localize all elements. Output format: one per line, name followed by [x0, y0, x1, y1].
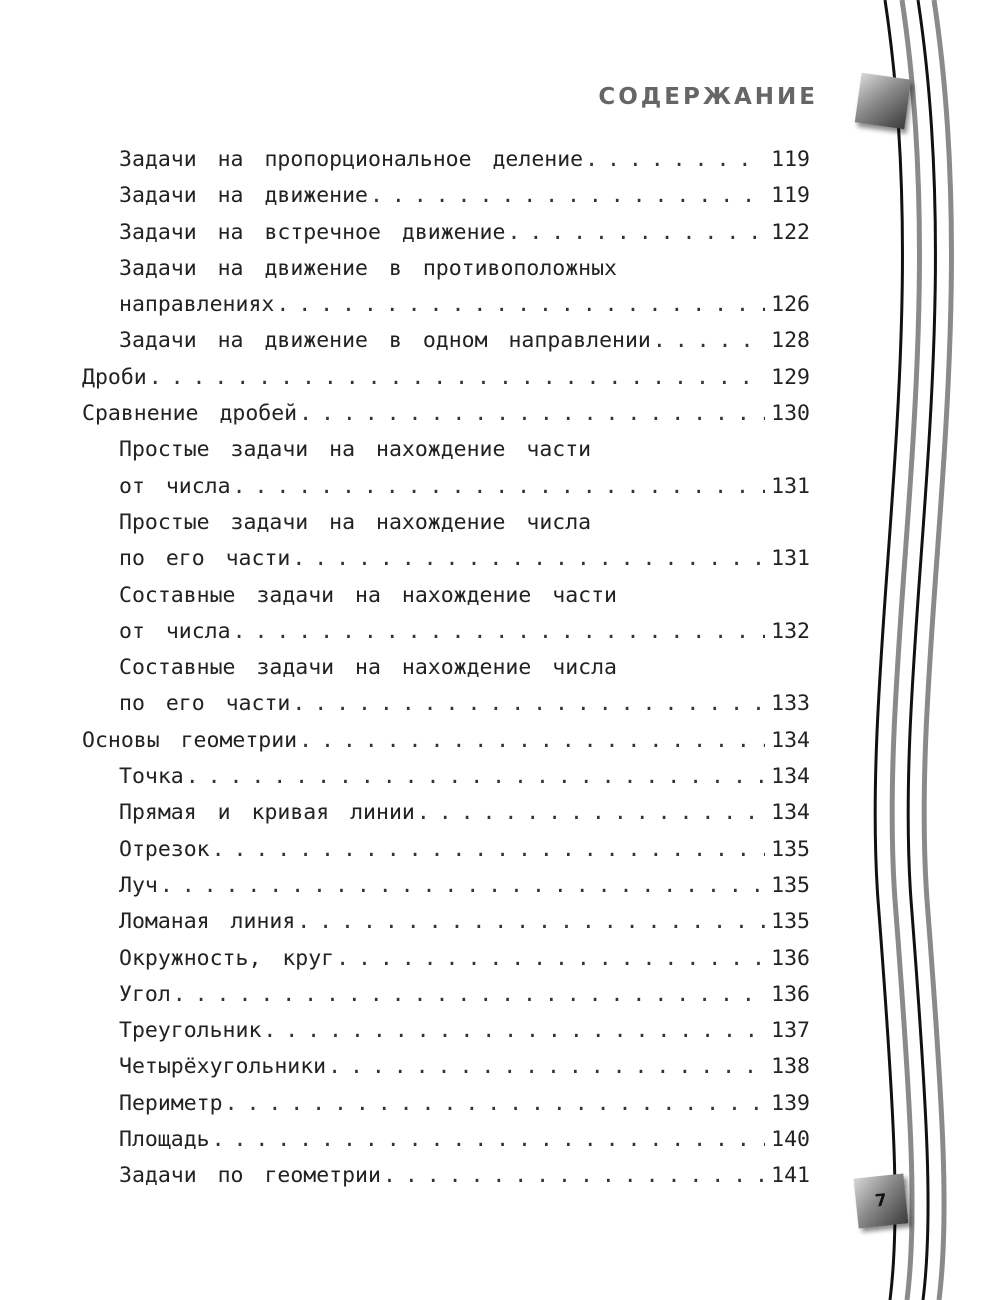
toc-entry-page: 141: [771, 1163, 810, 1189]
toc-entry-line: [82, 578, 810, 614]
toc-entry-page: 140: [771, 1127, 810, 1153]
toc-entry[interactable]: [82, 868, 810, 904]
toc-entry-title: по его части: [119, 546, 291, 572]
toc-entry-title: Задачи на пропорциональное деление: [119, 147, 584, 172]
toc-entry-title: Задачи на движение в противоположных: [119, 255, 617, 281]
toc-entry-line: [82, 505, 810, 541]
toc-entry-page: 128: [771, 328, 810, 354]
toc-entry-page: 119: [771, 147, 810, 172]
toc-entry-page: 129: [771, 364, 810, 390]
toc-entry-page: 132: [771, 618, 810, 644]
toc-entry-page: 135: [771, 836, 810, 862]
toc-entry[interactable]: [82, 1013, 810, 1049]
toc-entry[interactable]: [82, 1122, 810, 1158]
toc-entry[interactable]: [82, 723, 810, 759]
toc-entry-line: [82, 759, 810, 795]
dot-leader: [233, 469, 766, 505]
toc-entry[interactable]: [82, 142, 810, 178]
toc-entry-line: [82, 832, 810, 868]
page-number: 7: [874, 1190, 888, 1212]
toc-entry-line: [82, 432, 810, 468]
toc-entry-title: Четырёхугольники: [119, 1054, 327, 1080]
toc-entry-page: 136: [771, 981, 810, 1007]
wavy-stripe: [924, 0, 951, 1300]
toc-entry[interactable]: [82, 941, 810, 977]
dot-leader: [336, 941, 765, 977]
toc-entry[interactable]: [82, 323, 810, 359]
toc-entry-page: 130: [771, 401, 810, 427]
toc-entry-title: Задачи на движение в одном направлении: [119, 328, 651, 354]
toc-entry-title: Угол: [119, 981, 171, 1007]
toc-entry-title: Составные задачи на нахождение части: [119, 582, 617, 608]
dot-leader: [212, 832, 766, 868]
toc-entry-title: Простые задачи на нахождение числа: [119, 509, 592, 535]
dot-leader: [383, 1158, 765, 1194]
toc-entry-line: [82, 142, 810, 178]
dot-leader: [417, 795, 765, 831]
toc-entry[interactable]: [82, 977, 810, 1013]
dot-leader: [297, 904, 765, 940]
dot-leader: [186, 759, 765, 795]
toc-entry-line: [82, 360, 810, 396]
toc-entry[interactable]: [82, 832, 810, 868]
toc-entry-line: [82, 686, 810, 722]
wavy-stripe: [875, 0, 902, 1300]
toc-entry[interactable]: [82, 251, 810, 324]
dot-leader: [225, 1086, 766, 1122]
dot-leader: [585, 142, 765, 178]
dot-leader: [149, 360, 765, 396]
toc-entry-page: 136: [771, 945, 810, 971]
toc-entry-line: [82, 1013, 810, 1049]
toc-entry-title: Треугольник: [119, 1018, 262, 1044]
toc-entry-title: Площадь: [119, 1127, 210, 1153]
toc-entry-page: 138: [771, 1054, 810, 1080]
toc-entry-line: [82, 1122, 810, 1158]
toc-entry-line: [82, 723, 810, 759]
wavy-stripe: [892, 0, 919, 1300]
toc-entry[interactable]: [82, 505, 810, 578]
toc-entry[interactable]: [82, 360, 810, 396]
toc-entry-page: 134: [771, 800, 810, 826]
toc-entry-title: от числа: [119, 618, 231, 644]
dot-leader: [507, 215, 765, 251]
wavy-stripe: [908, 0, 935, 1300]
toc-entry-title: Точка: [119, 764, 184, 790]
toc-entry-title: Задачи по геометрии: [119, 1163, 381, 1189]
toc-entry-page: 135: [771, 909, 810, 935]
toc-entry-line: [82, 178, 810, 214]
dot-leader: [653, 323, 765, 359]
toc-entry-title: Окружность, круг: [119, 945, 335, 971]
dot-leader: [263, 1013, 765, 1049]
toc-entry-line: [82, 251, 810, 287]
toc-entry-line: [82, 287, 810, 323]
toc-entry-page: 134: [771, 764, 810, 790]
toc-entry-title: Периметр: [119, 1090, 223, 1116]
toc-entry-page: 135: [771, 872, 810, 898]
toc-entry-line: [82, 650, 810, 686]
toc-entry[interactable]: [82, 178, 810, 214]
dot-leader: [276, 287, 765, 323]
toc-entry-line: [82, 215, 810, 251]
toc-entry-page: 139: [771, 1090, 810, 1116]
toc-entry[interactable]: [82, 1086, 810, 1122]
toc-entry-title: Ломаная линия: [119, 909, 296, 935]
toc-entry-title: Сравнение дробей: [82, 401, 298, 427]
toc-entry-line: [82, 868, 810, 904]
toc-entry-title: Луч: [119, 872, 158, 898]
dot-leader: [173, 977, 765, 1013]
toc-entry-title: по его части: [119, 691, 291, 717]
toc-entry-line: [82, 469, 810, 505]
toc-entry-title: Дроби: [82, 364, 147, 390]
toc-entry-line: [82, 941, 810, 977]
toc-entry[interactable]: [82, 795, 810, 831]
toc-entry-page: 131: [771, 473, 810, 499]
toc-entry-line: [82, 977, 810, 1013]
toc-entry-title: Простые задачи на нахождение части: [119, 437, 592, 463]
table-of-contents: [82, 142, 810, 1195]
toc-entry-line: [82, 396, 810, 432]
dot-leader: [299, 723, 765, 759]
toc-entry[interactable]: [82, 904, 810, 940]
dot-leader: [292, 686, 765, 722]
toc-entry[interactable]: [82, 432, 810, 505]
corner-square-badge: [855, 73, 911, 129]
toc-entry[interactable]: [82, 1049, 810, 1085]
toc-entry-title: Основы геометрии: [82, 727, 298, 753]
toc-entry-page: 122: [771, 219, 810, 245]
toc-entry-title: Задачи на движение: [119, 183, 368, 209]
toc-entry-line: [82, 904, 810, 940]
toc-entry-page: 131: [771, 546, 810, 572]
toc-entry-line: [82, 1158, 810, 1194]
toc-entry-line: [82, 541, 810, 577]
toc-entry-line: [82, 614, 810, 650]
toc-entry-line: [82, 1086, 810, 1122]
toc-entry[interactable]: [82, 1158, 810, 1194]
toc-entry-page: 119: [771, 183, 810, 209]
dot-leader: [328, 1049, 765, 1085]
toc-entry-line: [82, 795, 810, 831]
toc-entry-title: от числа: [119, 473, 231, 499]
dot-leader: [292, 541, 765, 577]
toc-entry[interactable]: [82, 578, 810, 651]
page-header-title: СОДЕРЖАНИЕ: [598, 84, 818, 110]
toc-entry-page: 133: [771, 691, 810, 717]
dot-leader: [299, 396, 765, 432]
toc-entry[interactable]: [82, 650, 810, 723]
toc-entry[interactable]: [82, 215, 810, 251]
toc-entry-title: Прямая и кривая линии: [119, 800, 415, 826]
toc-entry-page: 134: [771, 727, 810, 753]
toc-entry[interactable]: [82, 759, 810, 795]
dot-leader: [233, 614, 766, 650]
dot-leader: [370, 178, 765, 214]
toc-entry-title: Составные задачи на нахождение числа: [119, 655, 617, 681]
dot-leader: [160, 868, 765, 904]
toc-entry-title: направлениях: [119, 292, 275, 318]
page-number-badge: [854, 1174, 909, 1229]
toc-entry-title: Задачи на встречное движение: [119, 219, 506, 245]
toc-entry-title: Отрезок: [119, 836, 210, 862]
dot-leader: [212, 1122, 766, 1158]
toc-entry-line: [82, 323, 810, 359]
toc-entry-line: [82, 1049, 810, 1085]
toc-entry-page: 126: [771, 292, 810, 318]
toc-entry-page: 137: [771, 1018, 810, 1044]
toc-entry[interactable]: [82, 396, 810, 432]
